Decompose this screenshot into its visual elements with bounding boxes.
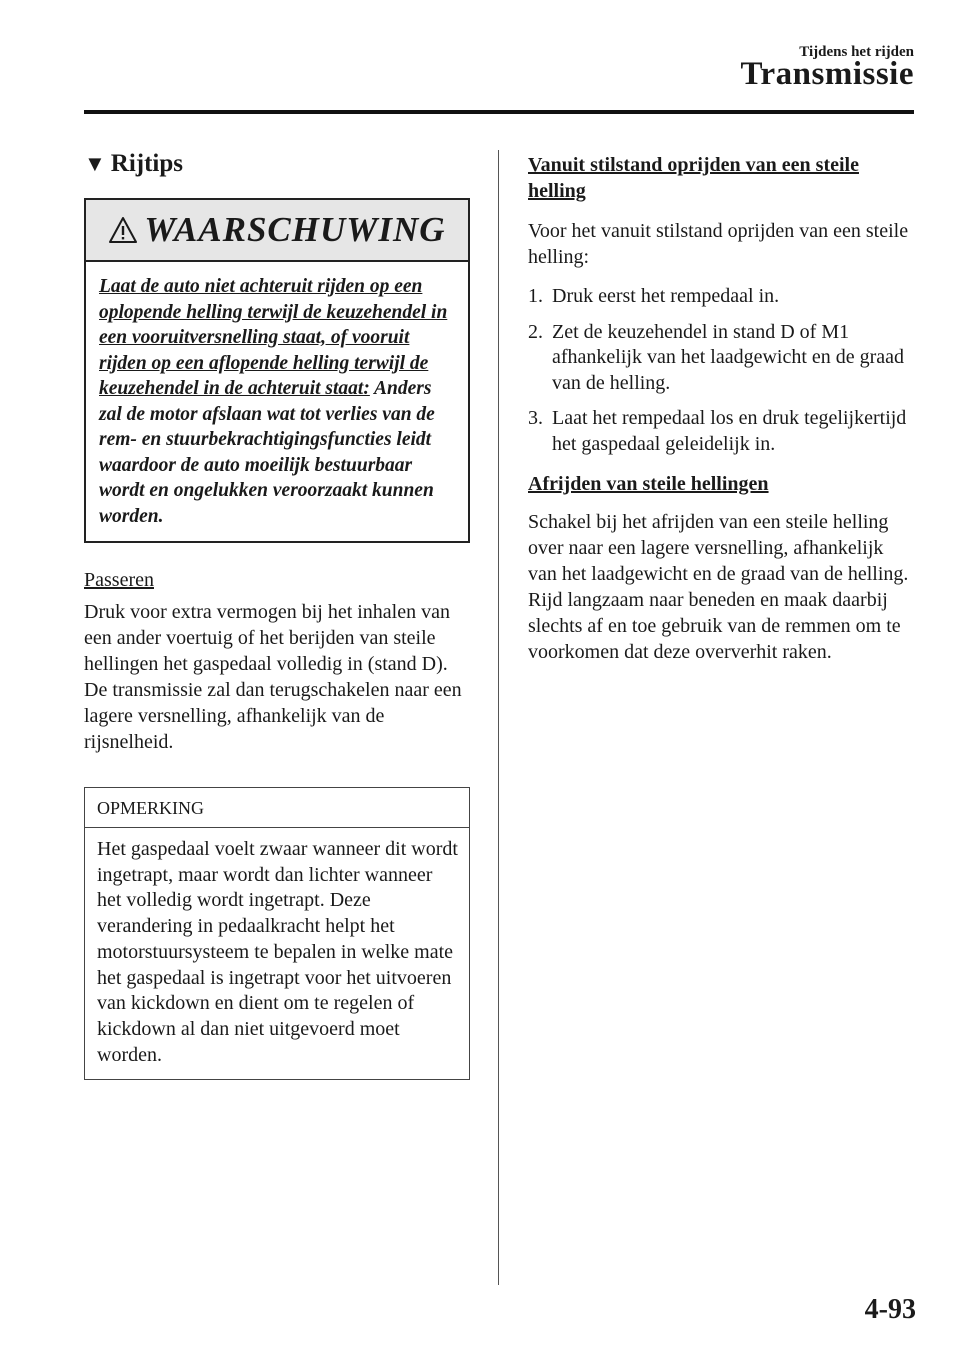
warning-triangle-icon [108,215,138,245]
running-header-title: Transmissie [740,56,914,92]
warning-body [86,262,468,541]
step-text: Druk eerst het rempedaal in. [552,285,780,307]
left-column [84,150,470,1080]
list-item [528,284,916,310]
step-number: 1. [528,285,543,307]
running-header-section: Tijdens het rijden [799,44,914,60]
note-title: OPMERKING [85,788,469,828]
warning-header [86,200,468,262]
step-text: Zet de keuzehendel in stand D of M1 afhankelijk van het laadgewicht en de graad van de helling. [552,320,905,394]
triangle-down-icon: ▼ [84,151,106,176]
right-column [528,152,916,665]
step-number: 2. [528,320,543,343]
subheading-downhill: Afrijden van steile hellingen [528,473,769,495]
warning-text: Anders zal de motor afslaan wat tot verlies van de rem- en stuurbekrachtigingsfuncties leidt waardoor de auto moeilijk bestuurbaar wordt en ongelukken veroorzaakt kunnen worden. [99,378,435,527]
list-item [528,320,916,397]
section-heading-rijtips [84,150,470,178]
note-body: Het gaspedaal voelt zwaar wanneer dit wordt ingetrapt, maar wordt dan lichter wanneer het volledig wordt ingetrapt. Deze verandering in pedaalkracht helpt het motorstuursysteem te bepalen in welke mate het gaspedaal is ingetrapt voor het uitvoeren van kickdown en dient om te regelen of kickdown al dan niet uitgevoerd moet worden. [97,838,458,1066]
page-number: 4-93 [864,1294,916,1325]
step-text: Laat het rempedaal los en druk tegelijkertijd het gaspedaal geleidelijk in. [552,407,907,455]
list-item [528,406,916,457]
subheading-uphill-start: Vanuit stilstand oprijden van een steile helling [528,154,859,202]
warning-title: WAARSCHUWING [144,210,446,249]
subheading-passeren: Passeren [84,569,154,591]
passeren-paragraph: Druk voor extra vermogen bij het inhalen van een ander voertuig of het berijden van steile hellingen het gaspedaal volledig in (stand D). De transmissie zal dan terugschakelen naar een lagere versnelling, afhankelijk van de rijsnelheid. [84,601,462,753]
warning-underlined-text: Laat de auto niet achteruit rijden op een oplopende helling terwijl de keuzehendel in een vooruitversnelling staat, of vooruit rijden op een aflopende helling terwijl de keuzehendel in de achteruit staat: [99,276,448,399]
section-heading-text: Rijtips [110,150,184,177]
downhill-paragraph: Schakel bij het afrijden van een steile helling over naar een lagere versnelling, afhankelijk van het laadgewicht en de graad van de helling. Rijd langzaam naar beneden en maak daarbij slechts af en toe gebruik van de remmen om te voorkomen dat deze oververhit raken. [528,511,909,663]
step-number: 3. [528,407,543,429]
steps-list [528,284,916,457]
warning-box [84,198,470,543]
note-box [84,787,470,1080]
header-rule [84,110,914,114]
column-divider [498,150,499,1285]
uphill-intro: Voor het vanuit stilstand oprijden van een steile helling: [528,220,909,268]
